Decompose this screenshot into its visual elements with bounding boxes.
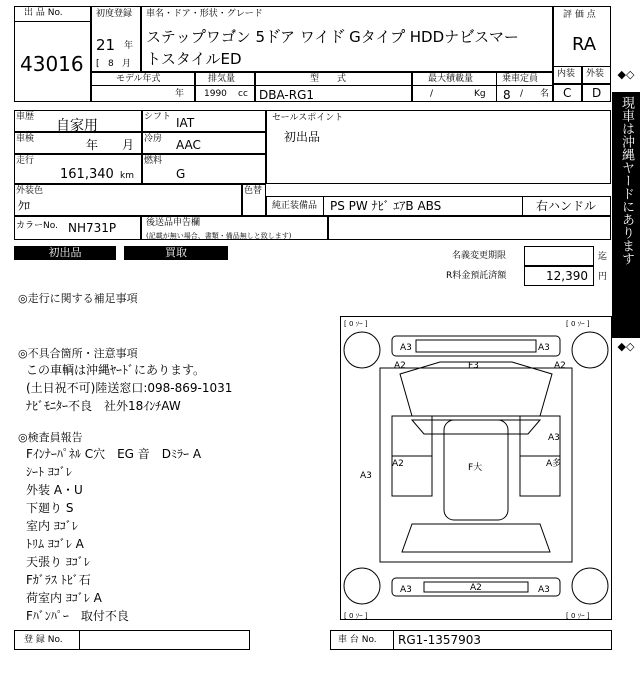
mark-windshield: F大: [468, 463, 483, 473]
displacement-label: 排気量: [208, 74, 236, 84]
first-reg-month: 8: [108, 59, 114, 69]
mileage: 161,340: [60, 167, 114, 182]
inspector-line: Fｲﾝﾅｰﾊﾟﾈﾙ C穴 EG 音 Dﾐﾗｰ A: [26, 447, 202, 461]
tire-fl-label: [ 0 ｿｰ ]: [344, 320, 368, 328]
inspector-line: 室内 ﾖｺﾞﾚ: [26, 519, 78, 533]
capacity: 8: [503, 88, 511, 102]
docs-value-cell: [328, 216, 611, 240]
mileage-unit: km: [120, 171, 134, 181]
capacity-sep: /: [520, 89, 524, 99]
first-reg-month-bracket: [: [96, 59, 100, 69]
front-bumper: [392, 336, 560, 356]
displacement: 1990: [204, 89, 227, 99]
exterior-color: ｸﾛ: [18, 199, 31, 213]
capacity-label: 乗車定員: [502, 74, 539, 84]
chassis-number: RG1-1357903: [398, 633, 482, 647]
shift: IAT: [176, 116, 195, 130]
type-label: 型 式: [310, 74, 347, 84]
first-reg-label: 初度登録: [96, 9, 133, 19]
inspector-line: ｼｰﾄ ﾖｺﾞﾚ: [26, 465, 72, 479]
grade: RA: [572, 34, 597, 55]
tire-rl-label: [ 0 ｿｰ ]: [344, 612, 368, 620]
defect-notes-title: ◎不具合箇所・注意事項: [18, 347, 138, 360]
tire-fl: [344, 332, 380, 368]
mark-door-r: A多: [546, 459, 562, 469]
fuel-label: 燃料: [144, 156, 163, 166]
color-no: NH731P: [68, 221, 117, 235]
inspector-title: ◎検査員報告: [18, 431, 83, 444]
lot-number: 43016: [20, 52, 84, 76]
interior-grade: C: [563, 86, 572, 100]
recycle-label: R料金預託済額: [446, 271, 507, 281]
defect-line: ﾅﾋﾞﾓﾆﾀｰ不良 社外18ｲﾝﾁAW: [26, 399, 181, 413]
inspector-line: Fｶﾞﾗｽ ﾄﾋﾞ石: [26, 573, 91, 587]
model-year-unit: 年: [175, 89, 185, 99]
docs-note: (記載が無い場合、書類・備品無しと致します): [146, 232, 292, 240]
mark-rear-r: A3: [538, 585, 550, 595]
car-name-label: 車名・ドア・形状・グレード: [146, 9, 263, 19]
history-label: 車歴: [16, 112, 35, 122]
mark-fender-l: A2: [394, 361, 406, 371]
mark-door-r-front: A3: [548, 433, 560, 443]
ac: AAC: [176, 138, 201, 152]
recycle-value: 12,390: [546, 269, 588, 283]
color-change-label: 色替: [244, 186, 263, 196]
color-no-label: カラーNo.: [16, 221, 58, 231]
tire-rr-label: [ 0 ｿｰ ]: [566, 612, 590, 620]
tire-fr: [572, 332, 608, 368]
month-unit: 月: [122, 59, 132, 69]
first-reg-year: 21: [96, 36, 116, 54]
lot-number-label: 出 品 No.: [24, 8, 63, 18]
inspector-line: ﾄﾘﾑ ﾖｺﾞﾚ A: [26, 537, 84, 551]
max-load-sep: /: [430, 89, 434, 99]
exterior-color-cell: [14, 184, 242, 216]
front-grille: [416, 340, 536, 352]
car-name-line1: ステップ゚ワゴ゙ン 5ド゙ア ワイド゙ Gタイプ゚ HDDナビ゙スマー: [146, 28, 519, 46]
running-notes-title: ◎走行に関する補足事項: [18, 292, 138, 305]
windshield-panel: [412, 420, 540, 434]
mileage-label: 走行: [16, 156, 35, 166]
inspection-month-unit: 月: [122, 138, 135, 152]
defect-line: (土日祝不可)陸送窓口:098-869-1031: [26, 381, 233, 395]
exterior-grade: D: [592, 86, 602, 100]
shift-label: シフト: [144, 112, 172, 122]
tire-rl: [344, 568, 380, 604]
car-condition-diagram: [340, 316, 612, 620]
displacement-unit: cc: [238, 89, 248, 99]
rear-hatch: [402, 524, 550, 552]
mark-door-l: A3: [360, 471, 372, 481]
inspector-line: 外装 A・U: [26, 483, 83, 497]
car-name-line2: トスタイルED: [146, 50, 242, 68]
steering-side: 右ハンドル: [536, 199, 597, 213]
defect-line: この車輌は沖縄ﾔｰﾄﾞにあります。: [26, 363, 206, 377]
inspector-line: 天張り ﾖｺﾞﾚ: [26, 555, 90, 569]
chassis-label: 車 台 No.: [338, 635, 377, 645]
inspector-line: Fﾊﾞﾝﾊﾟｰ 取付不良: [26, 609, 129, 623]
fuel: G: [176, 167, 186, 181]
mark-rear-l: A3: [400, 585, 412, 595]
mark-rear-c: A2: [470, 583, 482, 593]
model-year-label: モデル年式: [116, 74, 161, 84]
grade-label: 評 価 点: [563, 10, 596, 20]
name-change-unit: 迄: [598, 252, 608, 262]
mark-fender-r: A2: [554, 361, 566, 371]
recycle-unit: 円: [598, 272, 608, 282]
name-change-label: 名義変更期限: [452, 251, 507, 261]
exterior-label: 外装: [586, 69, 605, 79]
side-mark-bottom: ◆◇: [617, 340, 635, 353]
side-mark-top: ◆◇: [617, 68, 635, 81]
equipment: PS PW ﾅﾋﾞ ｴｱB ABS: [330, 199, 442, 213]
ac-label: 冷房: [144, 134, 163, 144]
side-banner-text: 現車は沖縄ヤードにあります: [619, 96, 634, 265]
interior-label: 内装: [557, 69, 576, 79]
docs-label: 後送品申告欄: [146, 218, 201, 228]
reg-no-label: 登 録 No.: [24, 635, 63, 645]
exterior-color-label: 外装色: [16, 186, 44, 196]
history: 自家用: [56, 118, 98, 134]
name-change-cell: [524, 246, 594, 266]
year-unit: 年: [124, 41, 134, 51]
sales-point: 初出品: [284, 130, 321, 144]
sales-point-label: セールスポイント: [272, 113, 344, 123]
mark-front-bumper-l: A3: [400, 343, 412, 353]
mark-door-l2: A2: [392, 459, 404, 469]
max-load-unit: Kg: [474, 89, 486, 99]
max-load-label: 最大積載量: [428, 74, 474, 84]
inspection-label: 車検: [16, 134, 35, 144]
mark-front-bumper-r: A3: [538, 343, 550, 353]
inspector-line: 荷室内 ﾖｺﾞﾚ A: [26, 591, 102, 605]
capacity-unit: 名: [540, 89, 550, 99]
first-listing-badge: 初出品: [14, 246, 116, 260]
tire-fr-label: [ 0 ｿｰ ]: [566, 320, 590, 328]
tire-rr: [572, 568, 608, 604]
mark-hood: F3: [468, 361, 479, 371]
inspection-year-unit: 年: [86, 138, 99, 152]
equipment-label: 純正装備品: [272, 201, 318, 211]
purchase-badge: 買取: [124, 246, 228, 260]
inspector-line: 下廻り S: [26, 501, 74, 515]
model-type: DBA-RG1: [259, 88, 315, 102]
